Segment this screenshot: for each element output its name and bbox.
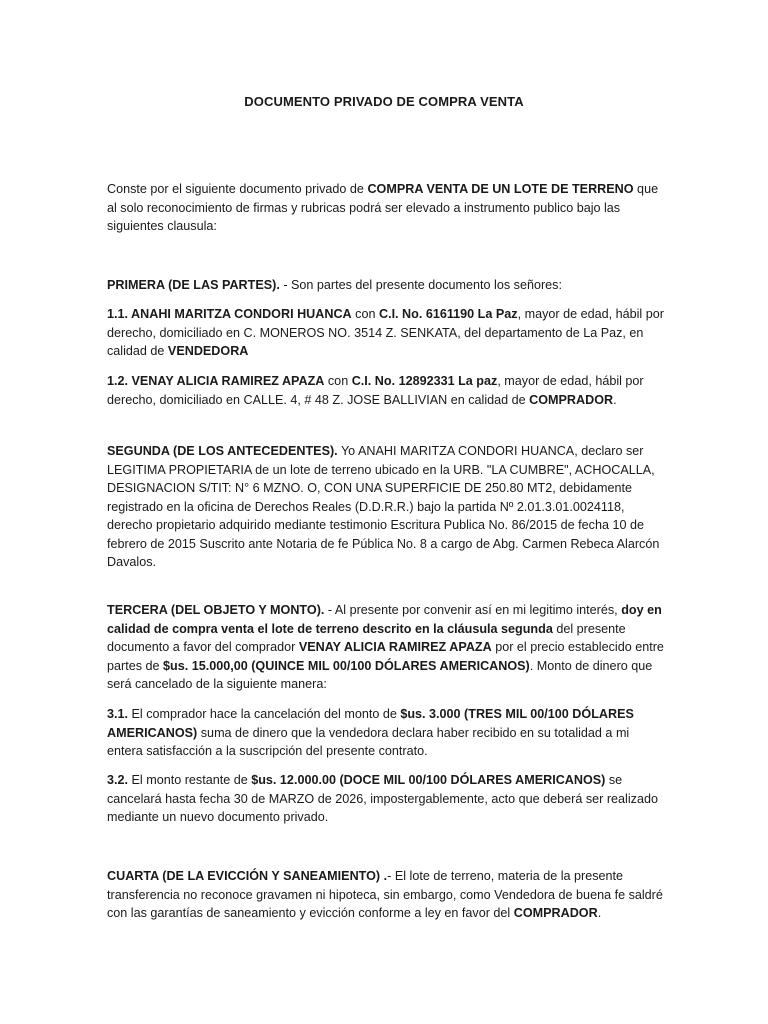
punto-3-1-run: suma de dinero que la vendedora declara haber recibido en su totalidad a mi entera satisfacción a la suscripción del presente contrato. (107, 725, 630, 758)
party-1-2-text (107, 372, 667, 409)
parte-1-2-run: 1.2. VENAY ALICIA RAMIREZ APAZA (107, 374, 325, 388)
clause-primera-text (107, 276, 667, 295)
tercera-run: del presente documento a favor del comprador (107, 621, 626, 654)
intro-run: COMPRA VENTA DE UN LOTE DE TERRENO (367, 182, 634, 196)
segunda-run: SEGUNDA (DE LOS ANTECEDENTES). (107, 444, 338, 458)
punto-3-1-run: 3.1. (107, 707, 129, 721)
intro-text (107, 180, 667, 236)
document-title: DOCUMENTO PRIVADO DE COMPRA VENTA (244, 94, 524, 109)
party-1-2 (107, 372, 667, 409)
tercera-run: TERCERA (DEL OBJETO Y MONTO). (107, 603, 325, 617)
cuarta-run: COMPRADOR (513, 906, 598, 920)
parte-1-1-run: , mayor de edad, hábil por derecho, domiciliado en C. MONEROS NO. 3514 Z. SENKATA, del departamento de La Paz, en calidad de (107, 307, 664, 358)
parte-1-1-run: VENDEDORA (167, 344, 249, 358)
punto-3-2-run: 3.2. (107, 773, 129, 787)
clause-tercera (107, 601, 667, 694)
intro-paragraph (107, 180, 667, 236)
primera-run: - Son partes del presente documento los señores: (279, 278, 562, 292)
party-1-1-text (107, 305, 667, 361)
party-1-1 (107, 305, 667, 361)
point-3-1-text (107, 705, 667, 761)
parte-1-2-run: con (324, 374, 352, 388)
tercera-run: doy en calidad de compra venta el lote de terreno descrito en la cláusula segunda (107, 603, 662, 636)
clause-tercera-text (107, 601, 667, 694)
cuarta-run: . (597, 906, 602, 920)
parte-1-2-run: COMPRADOR (529, 392, 614, 407)
punto-3-2-run: se cancelará hasta fecha 30 de MARZO de 2026, impostergablemente, acto que deberá ser realizado mediante un nuevo documento privado. (107, 773, 658, 824)
parte-1-1-run: con (351, 307, 379, 321)
point-3-2-text (107, 771, 667, 827)
punto-3-2-run: El monto restante de (128, 773, 252, 787)
tercera-run: . Monto de dinero que será cancelado de la siguiente manera: (107, 658, 653, 691)
punto-3-1-run: El comprador hace la cancelación del monto de (128, 707, 401, 721)
segunda-run: Yo ANAHI MARITZA CONDORI HUANCA, declaro ser LEGITIMA PROPIETARIA de un lote de terreno ubicado en la URB. "LA CUMBRE", ACHOCALLA, DESIGNACION S/TIT: N° 6 MZNO. O, CON UNA SUPERFICIE DE 250.80 MT2, debidamente registrado en la oficina de Derechos Reales (D.D.R.R.) bajo la partida Nº 2.01.3.01.0024118, derecho propietario adquirido mediante testimonio Escritura Publica No. 86/2015 de fecha 10 de febrero de 2015 Suscrito ante Notaria de fe Pública No. 8 a cargo de Abg. Carmen Rebeca Alarcón Davalos. (107, 444, 660, 569)
parte-1-2-run: . (613, 392, 617, 407)
punto-3-2-run: $us. 12.000.00 (DOCE MIL 00/100 DÓLARES AMERICANOS) (251, 773, 606, 787)
clause-cuarta-text (107, 867, 667, 923)
primera-run: PRIMERA (DE LAS PARTES). (107, 278, 280, 292)
tercera-run: por el precio establecido entre partes de (107, 640, 664, 673)
tercera-run: - Al presente por convenir así en mi legitimo interés, (324, 603, 622, 617)
parte-1-1-run: 1.1. ANAHI MARITZA CONDORI HUANCA (107, 307, 352, 321)
intro-run: Conste por el siguiente documento privado de (107, 182, 368, 196)
punto-3-1-run: $us. 3.000 (TRES MIL 00/100 DÓLARES AMERICANOS) (107, 707, 634, 740)
cuarta-run: - El lote de terreno, materia de la presente transferencia no reconoce gravamen ni hipoteca, sin embargo, como Vendedora de buena fe saldré con las garantías de saneamiento y evicción conforme a ley en favor del (107, 869, 663, 920)
clause-cuarta (107, 867, 667, 923)
parte-1-2-run: , mayor de edad, hábil por derecho, domiciliado en CALLE. 4, # 48 Z. JOSE BALLIVIAN en calidad de (107, 374, 644, 407)
cuarta-run: CUARTA (DE LA EVICCIÓN Y SANEAMIENTO) . (107, 869, 388, 883)
tercera-run: $us. 15.000,00 (QUINCE MIL 00/100 DÓLARES AMERICANOS) (163, 658, 530, 673)
point-3-2 (107, 771, 667, 827)
parte-1-2-run: C.I. No. 12892331 La paz (351, 374, 498, 388)
point-3-1 (107, 705, 667, 761)
tercera-run: VENAY ALICIA RAMIREZ APAZA (298, 640, 492, 654)
clause-primera (107, 276, 667, 295)
clause-segunda (107, 442, 667, 572)
clause-segunda-text (107, 442, 667, 572)
parte-1-1-run: C.I. No. 6161190 La Paz (378, 307, 518, 321)
intro-run: que al solo reconocimiento de firmas y rubricas podrá ser elevado a instrumento publico bajo las siguientes clausula: (107, 182, 659, 233)
